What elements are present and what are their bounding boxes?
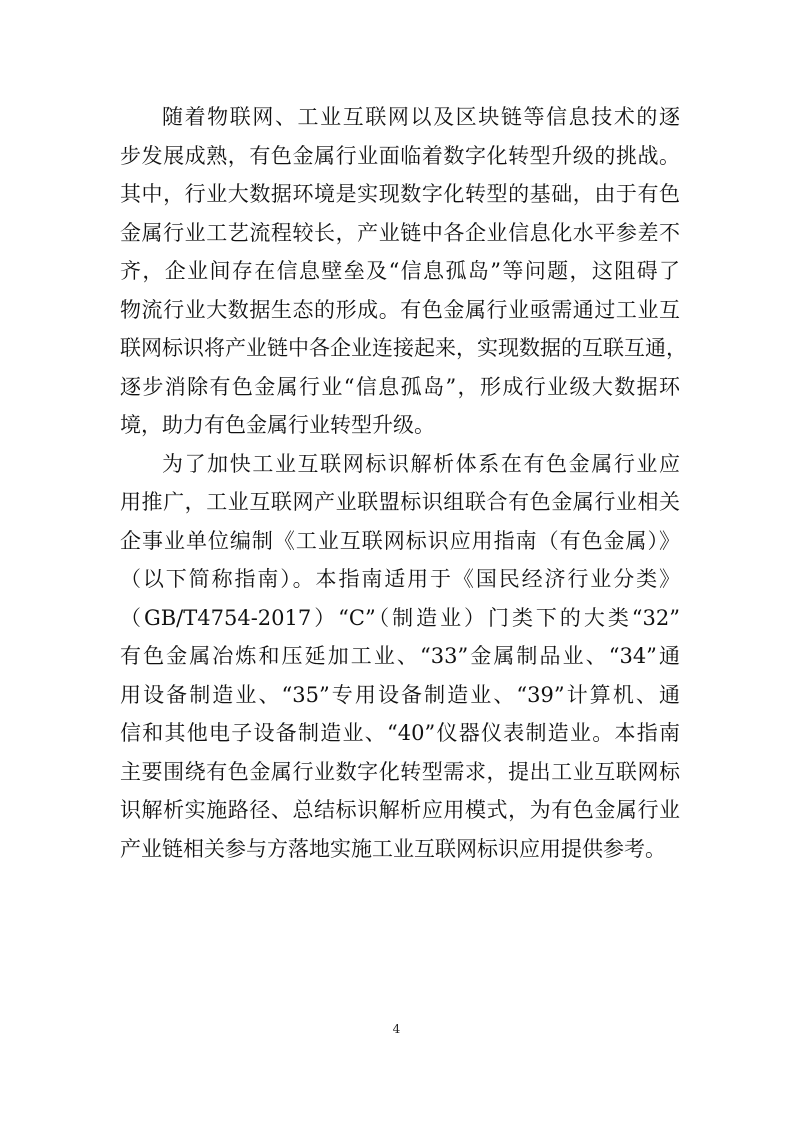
text-line: 有色金属冶炼和压延加工业、“33”金属制品业、“34”通 xyxy=(120,644,680,668)
text-line: 用设备制造业、“35”专用设备制造业、“39”计算机、通 xyxy=(120,683,680,707)
text-line: 齐，企业间存在信息壁垒及“信息孤岛”等问题，这阻碍了 xyxy=(120,259,680,283)
text-line: 企事业单位编制《工业互联网标识应用指南（有色金属）》 xyxy=(120,529,680,553)
text-line: 步发展成熟，有色金属行业面临着数字化转型升级的挑战。 xyxy=(120,144,680,168)
text-line: 信和其他电子设备制造业、“40”仪器仪表制造业。本指南 xyxy=(120,721,680,745)
text-line: 随着物联网、工业互联网以及区块链等信息技术的逐 xyxy=(162,105,680,129)
text-line: 主要围绕有色金属行业数字化转型需求，提出工业互联网标 xyxy=(120,760,680,784)
text-line: 其中，行业大数据环境是实现数字化转型的基础，由于有色 xyxy=(120,182,680,206)
text-line: 联网标识将产业链中各企业连接起来，实现数据的互联互通， xyxy=(120,336,687,360)
text-line: 境，助力有色金属行业转型升级。 xyxy=(120,413,435,437)
text-line: （以下简称指南）。本指南适用于《国民经济行业分类》 xyxy=(120,567,680,591)
text-line: 产业链相关参与方落地实施工业互联网标识应用提供参考。 xyxy=(120,837,666,861)
text-line: 逐步消除有色金属行业“信息孤岛”，形成行业级大数据环 xyxy=(120,375,680,399)
page-number: 4 xyxy=(392,1022,401,1036)
text-line: 金属行业工艺流程较长，产业链中各企业信息化水平参差不 xyxy=(120,221,680,245)
text-line: （GB/T4754-2017）“C”（制造业）门类下的大类“32” xyxy=(120,606,680,630)
text-line: 为了加快工业互联网标识解析体系在有色金属行业应 xyxy=(162,452,680,476)
text-line: 用推广，工业互联网产业联盟标识组联合有色金属行业相关 xyxy=(120,490,680,514)
text-line: 物流行业大数据生态的形成。有色金属行业亟需通过工业互 xyxy=(120,298,680,322)
text-line: 识解析实施路径、总结标识解析应用模式，为有色金属行业 xyxy=(120,798,680,822)
